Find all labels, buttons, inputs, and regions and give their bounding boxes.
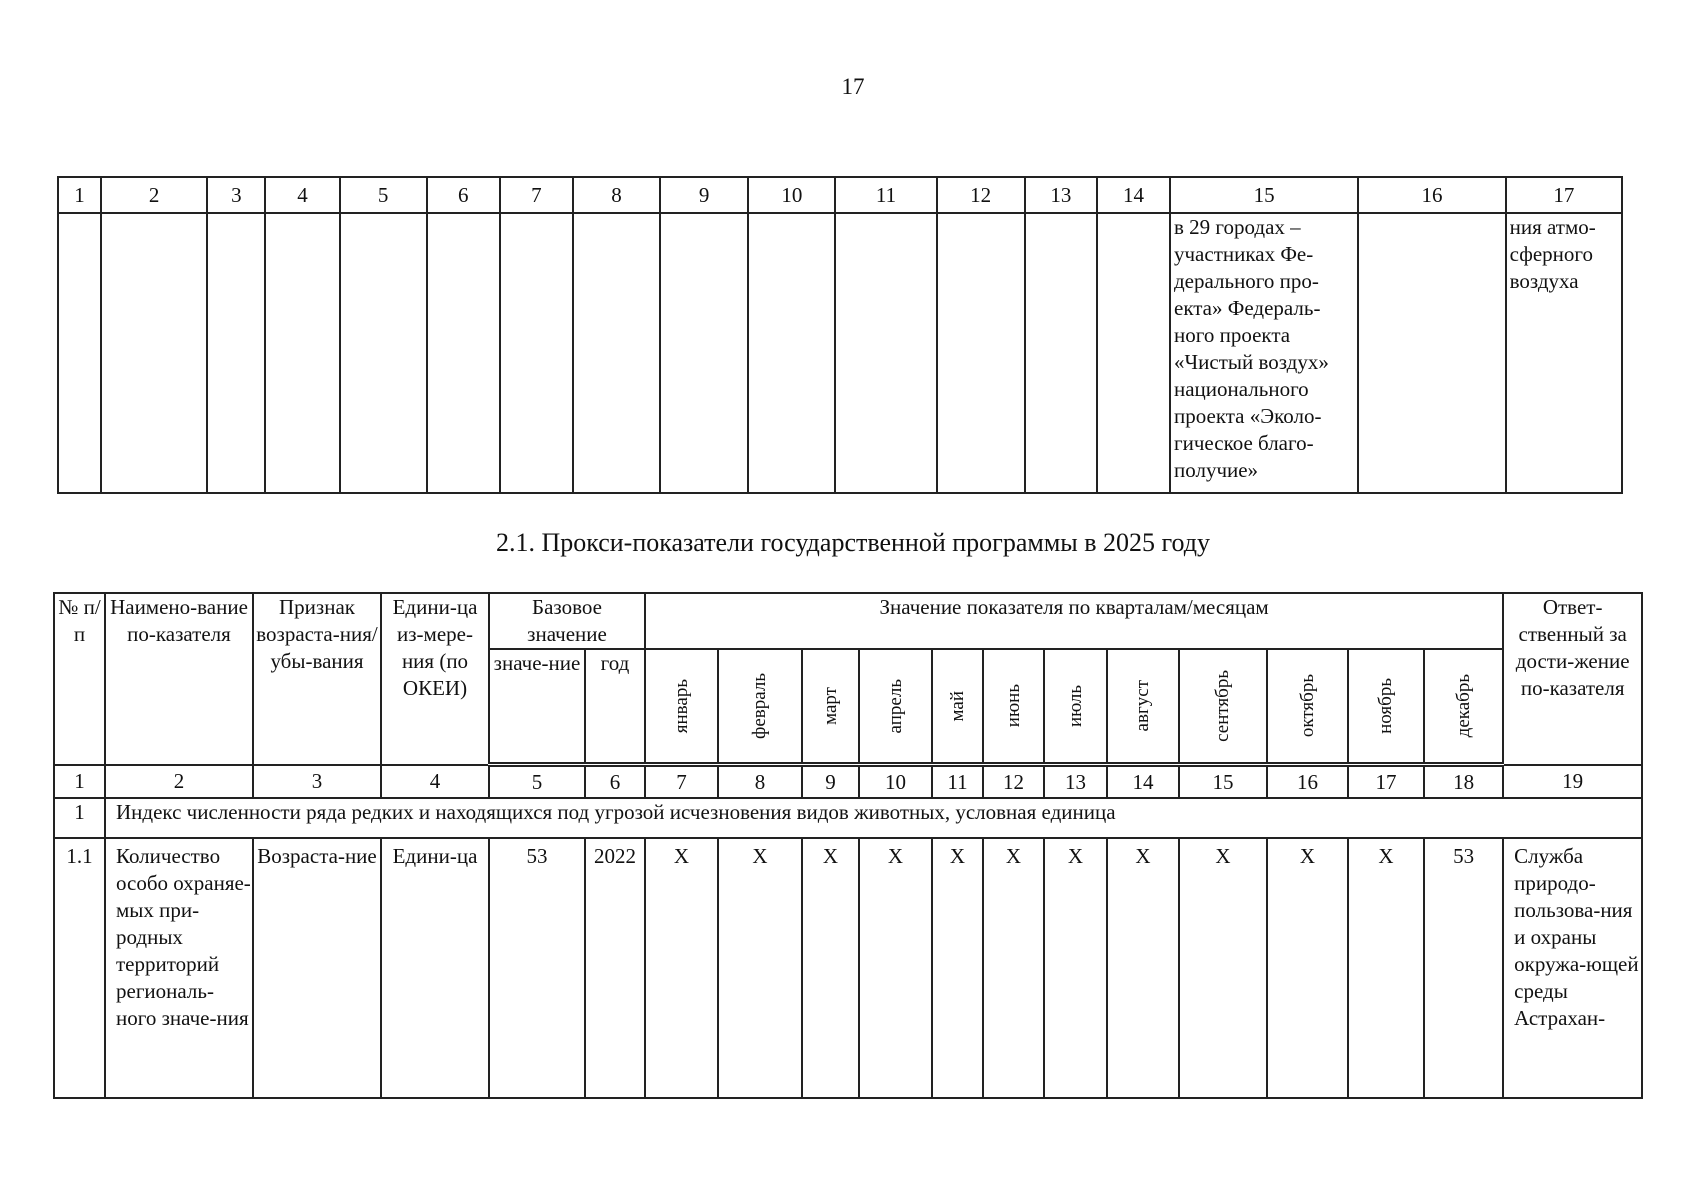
col15-line: проекта «Эколо- bbox=[1174, 404, 1322, 428]
month-value: X bbox=[1044, 838, 1107, 1098]
column-number: 5 bbox=[340, 177, 427, 213]
column-number: 7 bbox=[500, 177, 573, 213]
month-label: ноябрь bbox=[1375, 678, 1397, 734]
month-label: январь bbox=[670, 678, 692, 734]
column-number: 12 bbox=[983, 765, 1044, 799]
month-header-november bbox=[1348, 649, 1424, 765]
column-number: 5 bbox=[489, 765, 585, 799]
month-header-may bbox=[932, 649, 983, 765]
column-number-row bbox=[58, 177, 1622, 213]
month-value: X bbox=[718, 838, 802, 1098]
month-label: март bbox=[819, 687, 841, 725]
column-number: 17 bbox=[1506, 177, 1622, 213]
column-number: 4 bbox=[265, 177, 339, 213]
month-label: апрель bbox=[884, 678, 906, 734]
month-value: X bbox=[983, 838, 1044, 1098]
empty-cell bbox=[1358, 213, 1505, 493]
col17-line: сферного bbox=[1509, 242, 1593, 266]
col15-line: национального bbox=[1174, 377, 1309, 401]
column-number: 13 bbox=[1025, 177, 1097, 213]
col15-line: дерального про- bbox=[1174, 269, 1319, 293]
month-header-october bbox=[1267, 649, 1348, 765]
month-header-january bbox=[645, 649, 718, 765]
col17-line: воздуха bbox=[1509, 269, 1579, 293]
base-year: 2022 bbox=[585, 838, 645, 1098]
month-value: X bbox=[802, 838, 859, 1098]
empty-cell bbox=[427, 213, 500, 493]
col15-text-cell bbox=[1170, 213, 1358, 493]
header-num: № п/п bbox=[54, 593, 105, 765]
group-title: Индекс численности ряда редких и находящихся под угрозой исчезновения видов животных, условная единица bbox=[105, 798, 1642, 838]
indicator-unit: Едини-ца bbox=[381, 838, 489, 1098]
proxy-indicators-table bbox=[53, 592, 1643, 1099]
month-label: июнь bbox=[1002, 684, 1024, 728]
continued-table bbox=[57, 176, 1623, 494]
indicator-row bbox=[54, 838, 1642, 1098]
col15-line: «Чистый воздух» bbox=[1174, 350, 1329, 374]
column-number: 11 bbox=[932, 765, 983, 799]
column-number: 16 bbox=[1358, 177, 1505, 213]
indicator-sign: Возраста-ние bbox=[253, 838, 381, 1098]
month-header-april bbox=[859, 649, 932, 765]
month-label: февраль bbox=[749, 673, 771, 739]
column-number: 3 bbox=[253, 765, 381, 799]
month-label: май bbox=[946, 690, 968, 722]
empty-cell bbox=[101, 213, 207, 493]
column-number: 10 bbox=[748, 177, 835, 213]
month-header-december bbox=[1424, 649, 1503, 765]
column-number: 16 bbox=[1267, 765, 1348, 799]
month-header-august bbox=[1107, 649, 1179, 765]
month-label: декабрь bbox=[1452, 674, 1474, 738]
header-responsible: Ответ-ственный за дости-жение по-казателя bbox=[1503, 593, 1642, 765]
column-number: 10 bbox=[859, 765, 932, 799]
group-num: 1 bbox=[54, 798, 105, 838]
header-base-year: год bbox=[585, 649, 645, 765]
indicator-group-row bbox=[54, 798, 1642, 838]
header-name: Наимено-вание по-казателя bbox=[105, 593, 253, 765]
month-header-march bbox=[802, 649, 859, 765]
month-header-july bbox=[1044, 649, 1107, 765]
col15-line: в 29 городах – bbox=[1174, 215, 1301, 239]
column-number: 9 bbox=[660, 177, 748, 213]
indicator-num: 1.1 bbox=[54, 838, 105, 1098]
column-number: 17 bbox=[1348, 765, 1424, 799]
col17-text-cell bbox=[1506, 213, 1622, 493]
header-row bbox=[54, 593, 1642, 649]
header-sign: Признак возраста-ния/убы-вания bbox=[253, 593, 381, 765]
month-value: X bbox=[932, 838, 983, 1098]
empty-cell bbox=[500, 213, 573, 493]
col15-line: ного проекта bbox=[1174, 323, 1291, 347]
indicator-name: Количество особо охраняе-мых при-родных территорий региональ-ного значе-ния bbox=[105, 838, 253, 1098]
header-base-value: значе-ние bbox=[489, 649, 585, 765]
column-number: 11 bbox=[835, 177, 936, 213]
month-value: X bbox=[1348, 838, 1424, 1098]
column-number: 6 bbox=[585, 765, 645, 799]
column-number: 2 bbox=[101, 177, 207, 213]
empty-cell bbox=[207, 213, 265, 493]
column-number: 4 bbox=[381, 765, 489, 799]
month-header-february bbox=[718, 649, 802, 765]
empty-cell bbox=[835, 213, 936, 493]
empty-cell bbox=[748, 213, 835, 493]
month-header-june bbox=[983, 649, 1044, 765]
month-header-september bbox=[1179, 649, 1267, 765]
column-number: 13 bbox=[1044, 765, 1107, 799]
column-number: 9 bbox=[802, 765, 859, 799]
column-number: 14 bbox=[1097, 177, 1170, 213]
column-number: 6 bbox=[427, 177, 500, 213]
column-number: 1 bbox=[54, 765, 105, 799]
continued-row bbox=[58, 213, 1622, 493]
empty-cell bbox=[573, 213, 660, 493]
column-number: 1 bbox=[58, 177, 101, 213]
month-value: X bbox=[1179, 838, 1267, 1098]
col15-line: участниках Фе- bbox=[1174, 242, 1314, 266]
col15-line: гическое благо- bbox=[1174, 431, 1314, 455]
column-number: 8 bbox=[718, 765, 802, 799]
col15-line: екта» Федераль- bbox=[1174, 296, 1321, 320]
col17-line: ния атмо- bbox=[1509, 215, 1596, 239]
column-number: 3 bbox=[207, 177, 265, 213]
month-value: X bbox=[1267, 838, 1348, 1098]
section-title: 2.1. Прокси-показатели государственной программы в 2025 году bbox=[495, 528, 1211, 557]
empty-cell bbox=[937, 213, 1025, 493]
column-number: 12 bbox=[937, 177, 1025, 213]
month-value: X bbox=[1107, 838, 1179, 1098]
column-number-row bbox=[54, 765, 1642, 799]
column-number: 15 bbox=[1179, 765, 1267, 799]
empty-cell bbox=[1097, 213, 1170, 493]
month-label: октябрь bbox=[1296, 674, 1318, 738]
header-quarters: Значение показателя по кварталам/месяцам bbox=[645, 593, 1503, 649]
column-number: 15 bbox=[1170, 177, 1358, 213]
month-label: июль bbox=[1064, 684, 1086, 728]
column-number: 2 bbox=[105, 765, 253, 799]
col15-line: получие» bbox=[1174, 458, 1259, 482]
empty-cell bbox=[1025, 213, 1097, 493]
month-label: август bbox=[1132, 680, 1154, 732]
empty-cell bbox=[660, 213, 748, 493]
column-number: 19 bbox=[1503, 765, 1642, 799]
month-value: X bbox=[859, 838, 932, 1098]
month-label: сентябрь bbox=[1212, 670, 1234, 742]
header-base: Базовое значение bbox=[489, 593, 645, 649]
empty-cell bbox=[340, 213, 427, 493]
column-number: 14 bbox=[1107, 765, 1179, 799]
responsible: Служба природо-пользова-ния и охраны окружа-ющей среды Астрахан- bbox=[1503, 838, 1642, 1098]
header-unit: Едини-ца из-мере-ния (по ОКЕИ) bbox=[381, 593, 489, 765]
month-value: X bbox=[645, 838, 718, 1098]
month-value: 53 bbox=[1424, 838, 1503, 1098]
page-number: 17 bbox=[841, 74, 865, 99]
base-value: 53 bbox=[489, 838, 585, 1098]
column-number: 7 bbox=[645, 765, 718, 799]
empty-cell bbox=[58, 213, 101, 493]
empty-cell bbox=[265, 213, 339, 493]
column-number: 8 bbox=[573, 177, 660, 213]
column-number: 18 bbox=[1424, 765, 1503, 799]
